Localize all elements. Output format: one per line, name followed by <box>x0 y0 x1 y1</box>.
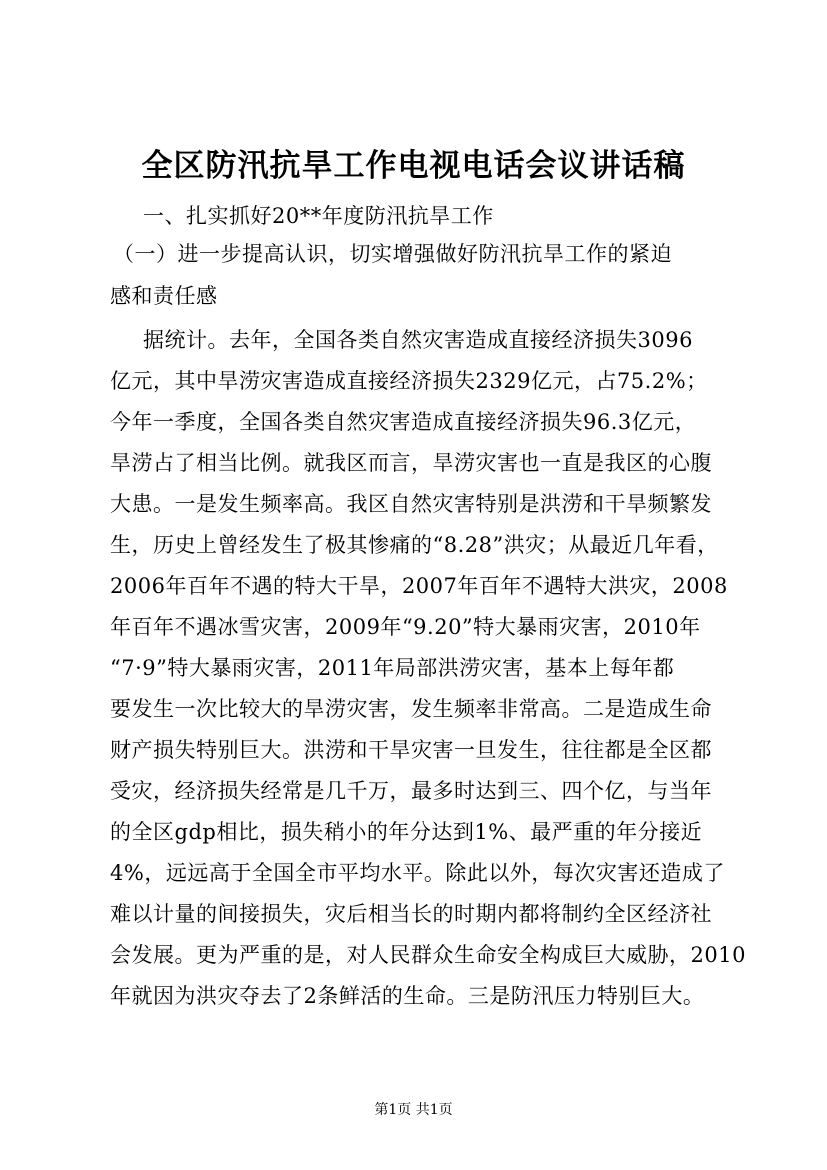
body-line: 大患。一是发生频率高。我区自然灾害特别是洪涝和干旱频繁发 <box>110 492 712 516</box>
body-line: 受灾，经济损失经常是几千万，最多时达到三、四个亿，与当年 <box>110 779 712 803</box>
body-line: 据统计。去年，全国各类自然灾害造成直接经济损失3096 <box>143 328 693 352</box>
body-line: 4%，远远高于全国全市平均水平。除此以外，每次灾害还造成了 <box>110 861 725 885</box>
document-title: 全区防汛抗旱工作电视电话会议讲话稿 <box>141 148 686 184</box>
body-line: 要发生一次比较大的旱涝灾害，发生频率非常高。二是造成生命 <box>110 697 712 721</box>
body-line: “7·9”特大暴雨灾害，2011年局部洪涝灾害，基本上每年都 <box>110 656 675 680</box>
body-line: 的全区gdp相比，损失稍小的年分达到1%、最严重的年分接近 <box>110 820 703 844</box>
body-line: 财产损失特别巨大。洪涝和干旱灾害一旦发生，往往都是全区都 <box>110 738 712 762</box>
body-line: 年百年不遇冰雪灾害，2009年“9.20”特大暴雨灾害，2010年 <box>110 615 701 639</box>
body-line: 亿元，其中旱涝灾害造成直接经济损失2329亿元，占75.2%； <box>110 369 708 393</box>
body-line: 年就因为洪灾夺去了2条鲜活的生命。三是防汛压力特别巨大。 <box>110 984 705 1008</box>
body-line: 今年一季度，全国各类自然灾害造成直接经济损失96.3亿元， <box>110 410 697 434</box>
section-heading: 一、扎实抓好20**年度防汛抗旱工作 <box>143 204 494 228</box>
body-line: 生，历史上曾经发生了极其惨痛的“8.28”洪灾；从最近几年看， <box>110 533 719 557</box>
body-line: 2006年百年不遇的特大干旱，2007年百年不遇特大洪灾，2008 <box>110 574 728 598</box>
page-number-footer: 第1页 共1页 <box>374 1102 453 1118</box>
subsection-heading-line-2: 感和责任感 <box>110 284 218 308</box>
subsection-heading-line-1: （一）进一步提高认识，切实增强做好防汛抗旱工作的紧迫 <box>113 242 672 266</box>
body-line: 会发展。更为严重的是，对人民群众生命安全构成巨大威胁，2010 <box>110 943 746 967</box>
body-line: 难以计量的间接损失，灾后相当长的时期内都将制约全区经济社 <box>110 902 712 926</box>
body-line: 旱涝占了相当比例。就我区而言，旱涝灾害也一直是我区的心腹 <box>110 451 712 475</box>
